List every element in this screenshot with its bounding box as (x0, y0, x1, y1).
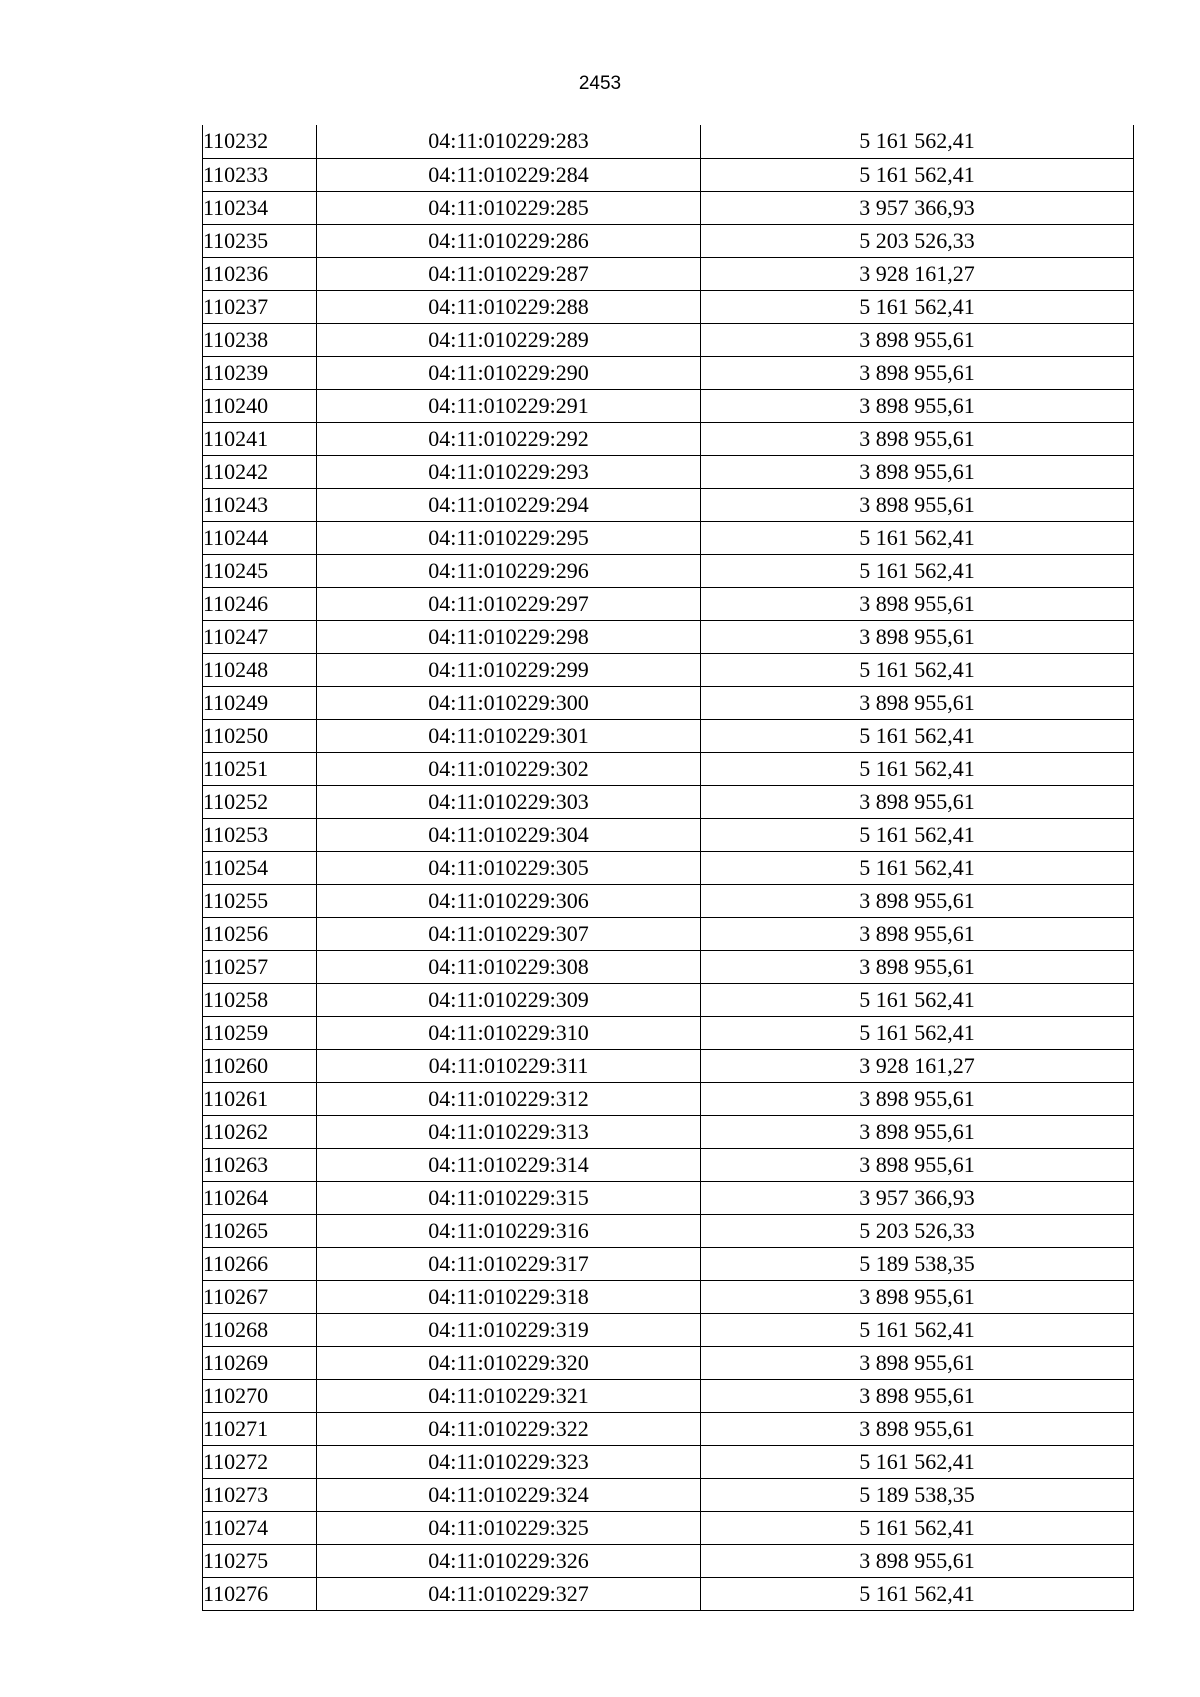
cadastral-value-cell: 5 189 538,35 (701, 1478, 1134, 1511)
cadastral-number-cell: 04:11:010229:314 (317, 1148, 701, 1181)
row-number-cell: 110244 (203, 521, 317, 554)
table-row (203, 554, 1134, 587)
cadastral-value-cell: 3 898 955,61 (701, 1280, 1134, 1313)
cadastral-value-cell: 3 898 955,61 (701, 1346, 1134, 1379)
cadastral-number-cell: 04:11:010229:312 (317, 1082, 701, 1115)
table-row (203, 422, 1134, 455)
table-row (203, 587, 1134, 620)
table-row (203, 1247, 1134, 1280)
table-row (203, 653, 1134, 686)
row-number-cell: 110266 (203, 1247, 317, 1280)
cadastral-value-cell: 5 161 562,41 (701, 1445, 1134, 1478)
row-number-cell: 110237 (203, 290, 317, 323)
cadastral-value-cell: 5 161 562,41 (701, 1577, 1134, 1610)
row-number-cell: 110276 (203, 1577, 317, 1610)
table-row (203, 191, 1134, 224)
table-row (203, 884, 1134, 917)
table-row (203, 290, 1134, 323)
row-number-cell: 110235 (203, 224, 317, 257)
cadastral-number-cell: 04:11:010229:321 (317, 1379, 701, 1412)
cadastral-number-cell: 04:11:010229:313 (317, 1115, 701, 1148)
cadastral-number-cell: 04:11:010229:327 (317, 1577, 701, 1610)
table-row (203, 158, 1134, 191)
cadastral-value-cell: 3 898 955,61 (701, 1115, 1134, 1148)
row-number-cell: 110271 (203, 1412, 317, 1445)
cadastral-value-cell: 3 898 955,61 (701, 587, 1134, 620)
table-row (203, 851, 1134, 884)
cadastral-value-cell: 5 189 538,35 (701, 1247, 1134, 1280)
cadastral-value-cell: 5 161 562,41 (701, 1313, 1134, 1346)
row-number-cell: 110246 (203, 587, 317, 620)
cadastral-value-cell: 3 928 161,27 (701, 257, 1134, 290)
cadastral-number-cell: 04:11:010229:315 (317, 1181, 701, 1214)
cadastral-number-cell: 04:11:010229:325 (317, 1511, 701, 1544)
table-row (203, 1313, 1134, 1346)
cadastral-value-cell: 5 161 562,41 (701, 1016, 1134, 1049)
cadastral-value-cell: 3 898 955,61 (701, 422, 1134, 455)
table-row (203, 620, 1134, 653)
cadastral-number-cell: 04:11:010229:283 (317, 125, 701, 158)
cadastral-number-cell: 04:11:010229:311 (317, 1049, 701, 1082)
cadastral-number-cell: 04:11:010229:316 (317, 1214, 701, 1247)
cadastral-value-cell: 5 161 562,41 (701, 1511, 1134, 1544)
row-number-cell: 110248 (203, 653, 317, 686)
cadastral-value-table (202, 125, 1134, 1611)
cadastral-value-cell: 3 898 955,61 (701, 950, 1134, 983)
cadastral-number-cell: 04:11:010229:306 (317, 884, 701, 917)
row-number-cell: 110274 (203, 1511, 317, 1544)
cadastral-value-cell: 3 898 955,61 (701, 1412, 1134, 1445)
table-row (203, 1478, 1134, 1511)
table-row (203, 1577, 1134, 1610)
cadastral-number-cell: 04:11:010229:310 (317, 1016, 701, 1049)
row-number-cell: 110250 (203, 719, 317, 752)
cadastral-number-cell: 04:11:010229:324 (317, 1478, 701, 1511)
cadastral-number-cell: 04:11:010229:300 (317, 686, 701, 719)
row-number-cell: 110252 (203, 785, 317, 818)
table-row (203, 257, 1134, 290)
table-row (203, 356, 1134, 389)
cadastral-number-cell: 04:11:010229:289 (317, 323, 701, 356)
cadastral-number-cell: 04:11:010229:291 (317, 389, 701, 422)
cadastral-number-cell: 04:11:010229:298 (317, 620, 701, 653)
table-row (203, 1544, 1134, 1577)
row-number-cell: 110258 (203, 983, 317, 1016)
cadastral-number-cell: 04:11:010229:308 (317, 950, 701, 983)
cadastral-value-cell: 3 898 955,61 (701, 1148, 1134, 1181)
cadastral-value-cell: 5 203 526,33 (701, 1214, 1134, 1247)
row-number-cell: 110255 (203, 884, 317, 917)
table-row (203, 785, 1134, 818)
cadastral-number-cell: 04:11:010229:326 (317, 1544, 701, 1577)
page-number: 2453 (578, 73, 622, 94)
table-row (203, 917, 1134, 950)
row-number-cell: 110232 (203, 125, 317, 158)
cadastral-value-cell: 3 898 955,61 (701, 917, 1134, 950)
table-row (203, 818, 1134, 851)
table-row (203, 1082, 1134, 1115)
cadastral-value-cell: 3 898 955,61 (701, 620, 1134, 653)
row-number-cell: 110257 (203, 950, 317, 983)
table-row (203, 1214, 1134, 1247)
row-number-cell: 110272 (203, 1445, 317, 1478)
cadastral-number-cell: 04:11:010229:292 (317, 422, 701, 455)
cadastral-value-cell: 5 161 562,41 (701, 653, 1134, 686)
cadastral-value-cell: 3 898 955,61 (701, 1379, 1134, 1412)
table-row (203, 1379, 1134, 1412)
cadastral-value-cell: 3 898 955,61 (701, 323, 1134, 356)
table-row (203, 1445, 1134, 1478)
table-row (203, 719, 1134, 752)
row-number-cell: 110245 (203, 554, 317, 587)
row-number-cell: 110267 (203, 1280, 317, 1313)
row-number-cell: 110249 (203, 686, 317, 719)
cadastral-number-cell: 04:11:010229:299 (317, 653, 701, 686)
cadastral-value-cell: 3 898 955,61 (701, 455, 1134, 488)
cadastral-number-cell: 04:11:010229:288 (317, 290, 701, 323)
table-row (203, 1181, 1134, 1214)
table-row (203, 455, 1134, 488)
cadastral-value-cell: 3 957 366,93 (701, 191, 1134, 224)
cadastral-number-cell: 04:11:010229:304 (317, 818, 701, 851)
row-number-cell: 110242 (203, 455, 317, 488)
cadastral-number-cell: 04:11:010229:322 (317, 1412, 701, 1445)
row-number-cell: 110241 (203, 422, 317, 455)
cadastral-value-cell: 5 203 526,33 (701, 224, 1134, 257)
table-row (203, 1511, 1134, 1544)
cadastral-number-cell: 04:11:010229:286 (317, 224, 701, 257)
cadastral-value-cell: 5 161 562,41 (701, 851, 1134, 884)
table-row (203, 1148, 1134, 1181)
cadastral-value-cell: 5 161 562,41 (701, 719, 1134, 752)
cadastral-value-cell: 5 161 562,41 (701, 818, 1134, 851)
cadastral-number-cell: 04:11:010229:303 (317, 785, 701, 818)
cadastral-value-cell: 5 161 562,41 (701, 125, 1134, 158)
cadastral-number-cell: 04:11:010229:301 (317, 719, 701, 752)
table-row (203, 224, 1134, 257)
row-number-cell: 110273 (203, 1478, 317, 1511)
cadastral-number-cell: 04:11:010229:320 (317, 1346, 701, 1379)
cadastral-value-cell: 5 161 562,41 (701, 983, 1134, 1016)
cadastral-number-cell: 04:11:010229:284 (317, 158, 701, 191)
row-number-cell: 110243 (203, 488, 317, 521)
row-number-cell: 110236 (203, 257, 317, 290)
cadastral-value-cell: 5 161 562,41 (701, 521, 1134, 554)
cadastral-number-cell: 04:11:010229:319 (317, 1313, 701, 1346)
cadastral-number-cell: 04:11:010229:318 (317, 1280, 701, 1313)
cadastral-value-cell: 3 898 955,61 (701, 1544, 1134, 1577)
row-number-cell: 110269 (203, 1346, 317, 1379)
cadastral-number-cell: 04:11:010229:290 (317, 356, 701, 389)
row-number-cell: 110256 (203, 917, 317, 950)
row-number-cell: 110263 (203, 1148, 317, 1181)
cadastral-number-cell: 04:11:010229:297 (317, 587, 701, 620)
row-number-cell: 110251 (203, 752, 317, 785)
row-number-cell: 110247 (203, 620, 317, 653)
cadastral-number-cell: 04:11:010229:287 (317, 257, 701, 290)
table-row (203, 323, 1134, 356)
row-number-cell: 110240 (203, 389, 317, 422)
table-row (203, 1016, 1134, 1049)
table-body (203, 125, 1134, 1610)
cadastral-value-cell: 3 957 366,93 (701, 1181, 1134, 1214)
cadastral-number-cell: 04:11:010229:307 (317, 917, 701, 950)
cadastral-number-cell: 04:11:010229:295 (317, 521, 701, 554)
cadastral-value-cell: 5 161 562,41 (701, 752, 1134, 785)
cadastral-value-cell: 3 898 955,61 (701, 356, 1134, 389)
row-number-cell: 110238 (203, 323, 317, 356)
table-row (203, 1049, 1134, 1082)
table-row (203, 983, 1134, 1016)
cadastral-value-cell: 3 898 955,61 (701, 389, 1134, 422)
cadastral-value-cell: 3 898 955,61 (701, 1082, 1134, 1115)
row-number-cell: 110261 (203, 1082, 317, 1115)
cadastral-number-cell: 04:11:010229:293 (317, 455, 701, 488)
row-number-cell: 110260 (203, 1049, 317, 1082)
cadastral-number-cell: 04:11:010229:296 (317, 554, 701, 587)
table-row (203, 125, 1134, 158)
cadastral-number-cell: 04:11:010229:323 (317, 1445, 701, 1478)
cadastral-value-cell: 5 161 562,41 (701, 290, 1134, 323)
row-number-cell: 110253 (203, 818, 317, 851)
cadastral-number-cell: 04:11:010229:285 (317, 191, 701, 224)
table-row (203, 686, 1134, 719)
row-number-cell: 110254 (203, 851, 317, 884)
cadastral-value-cell: 3 898 955,61 (701, 686, 1134, 719)
row-number-cell: 110233 (203, 158, 317, 191)
cadastral-value-cell: 5 161 562,41 (701, 158, 1134, 191)
cadastral-value-cell: 3 898 955,61 (701, 488, 1134, 521)
table-row (203, 488, 1134, 521)
row-number-cell: 110265 (203, 1214, 317, 1247)
cadastral-number-cell: 04:11:010229:317 (317, 1247, 701, 1280)
row-number-cell: 110270 (203, 1379, 317, 1412)
row-number-cell: 110275 (203, 1544, 317, 1577)
table-row (203, 1412, 1134, 1445)
cadastral-number-cell: 04:11:010229:302 (317, 752, 701, 785)
table-row (203, 1115, 1134, 1148)
cadastral-value-cell: 3 898 955,61 (701, 785, 1134, 818)
cadastral-number-cell: 04:11:010229:305 (317, 851, 701, 884)
row-number-cell: 110268 (203, 1313, 317, 1346)
row-number-cell: 110239 (203, 356, 317, 389)
table-row (203, 950, 1134, 983)
cadastral-value-cell: 3 928 161,27 (701, 1049, 1134, 1082)
cadastral-value-cell: 3 898 955,61 (701, 884, 1134, 917)
row-number-cell: 110262 (203, 1115, 317, 1148)
row-number-cell: 110264 (203, 1181, 317, 1214)
table-row (203, 752, 1134, 785)
cadastral-number-cell: 04:11:010229:309 (317, 983, 701, 1016)
table-row (203, 521, 1134, 554)
table-row (203, 389, 1134, 422)
row-number-cell: 110259 (203, 1016, 317, 1049)
table-row (203, 1346, 1134, 1379)
row-number-cell: 110234 (203, 191, 317, 224)
cadastral-number-cell: 04:11:010229:294 (317, 488, 701, 521)
table-row (203, 1280, 1134, 1313)
cadastral-value-cell: 5 161 562,41 (701, 554, 1134, 587)
